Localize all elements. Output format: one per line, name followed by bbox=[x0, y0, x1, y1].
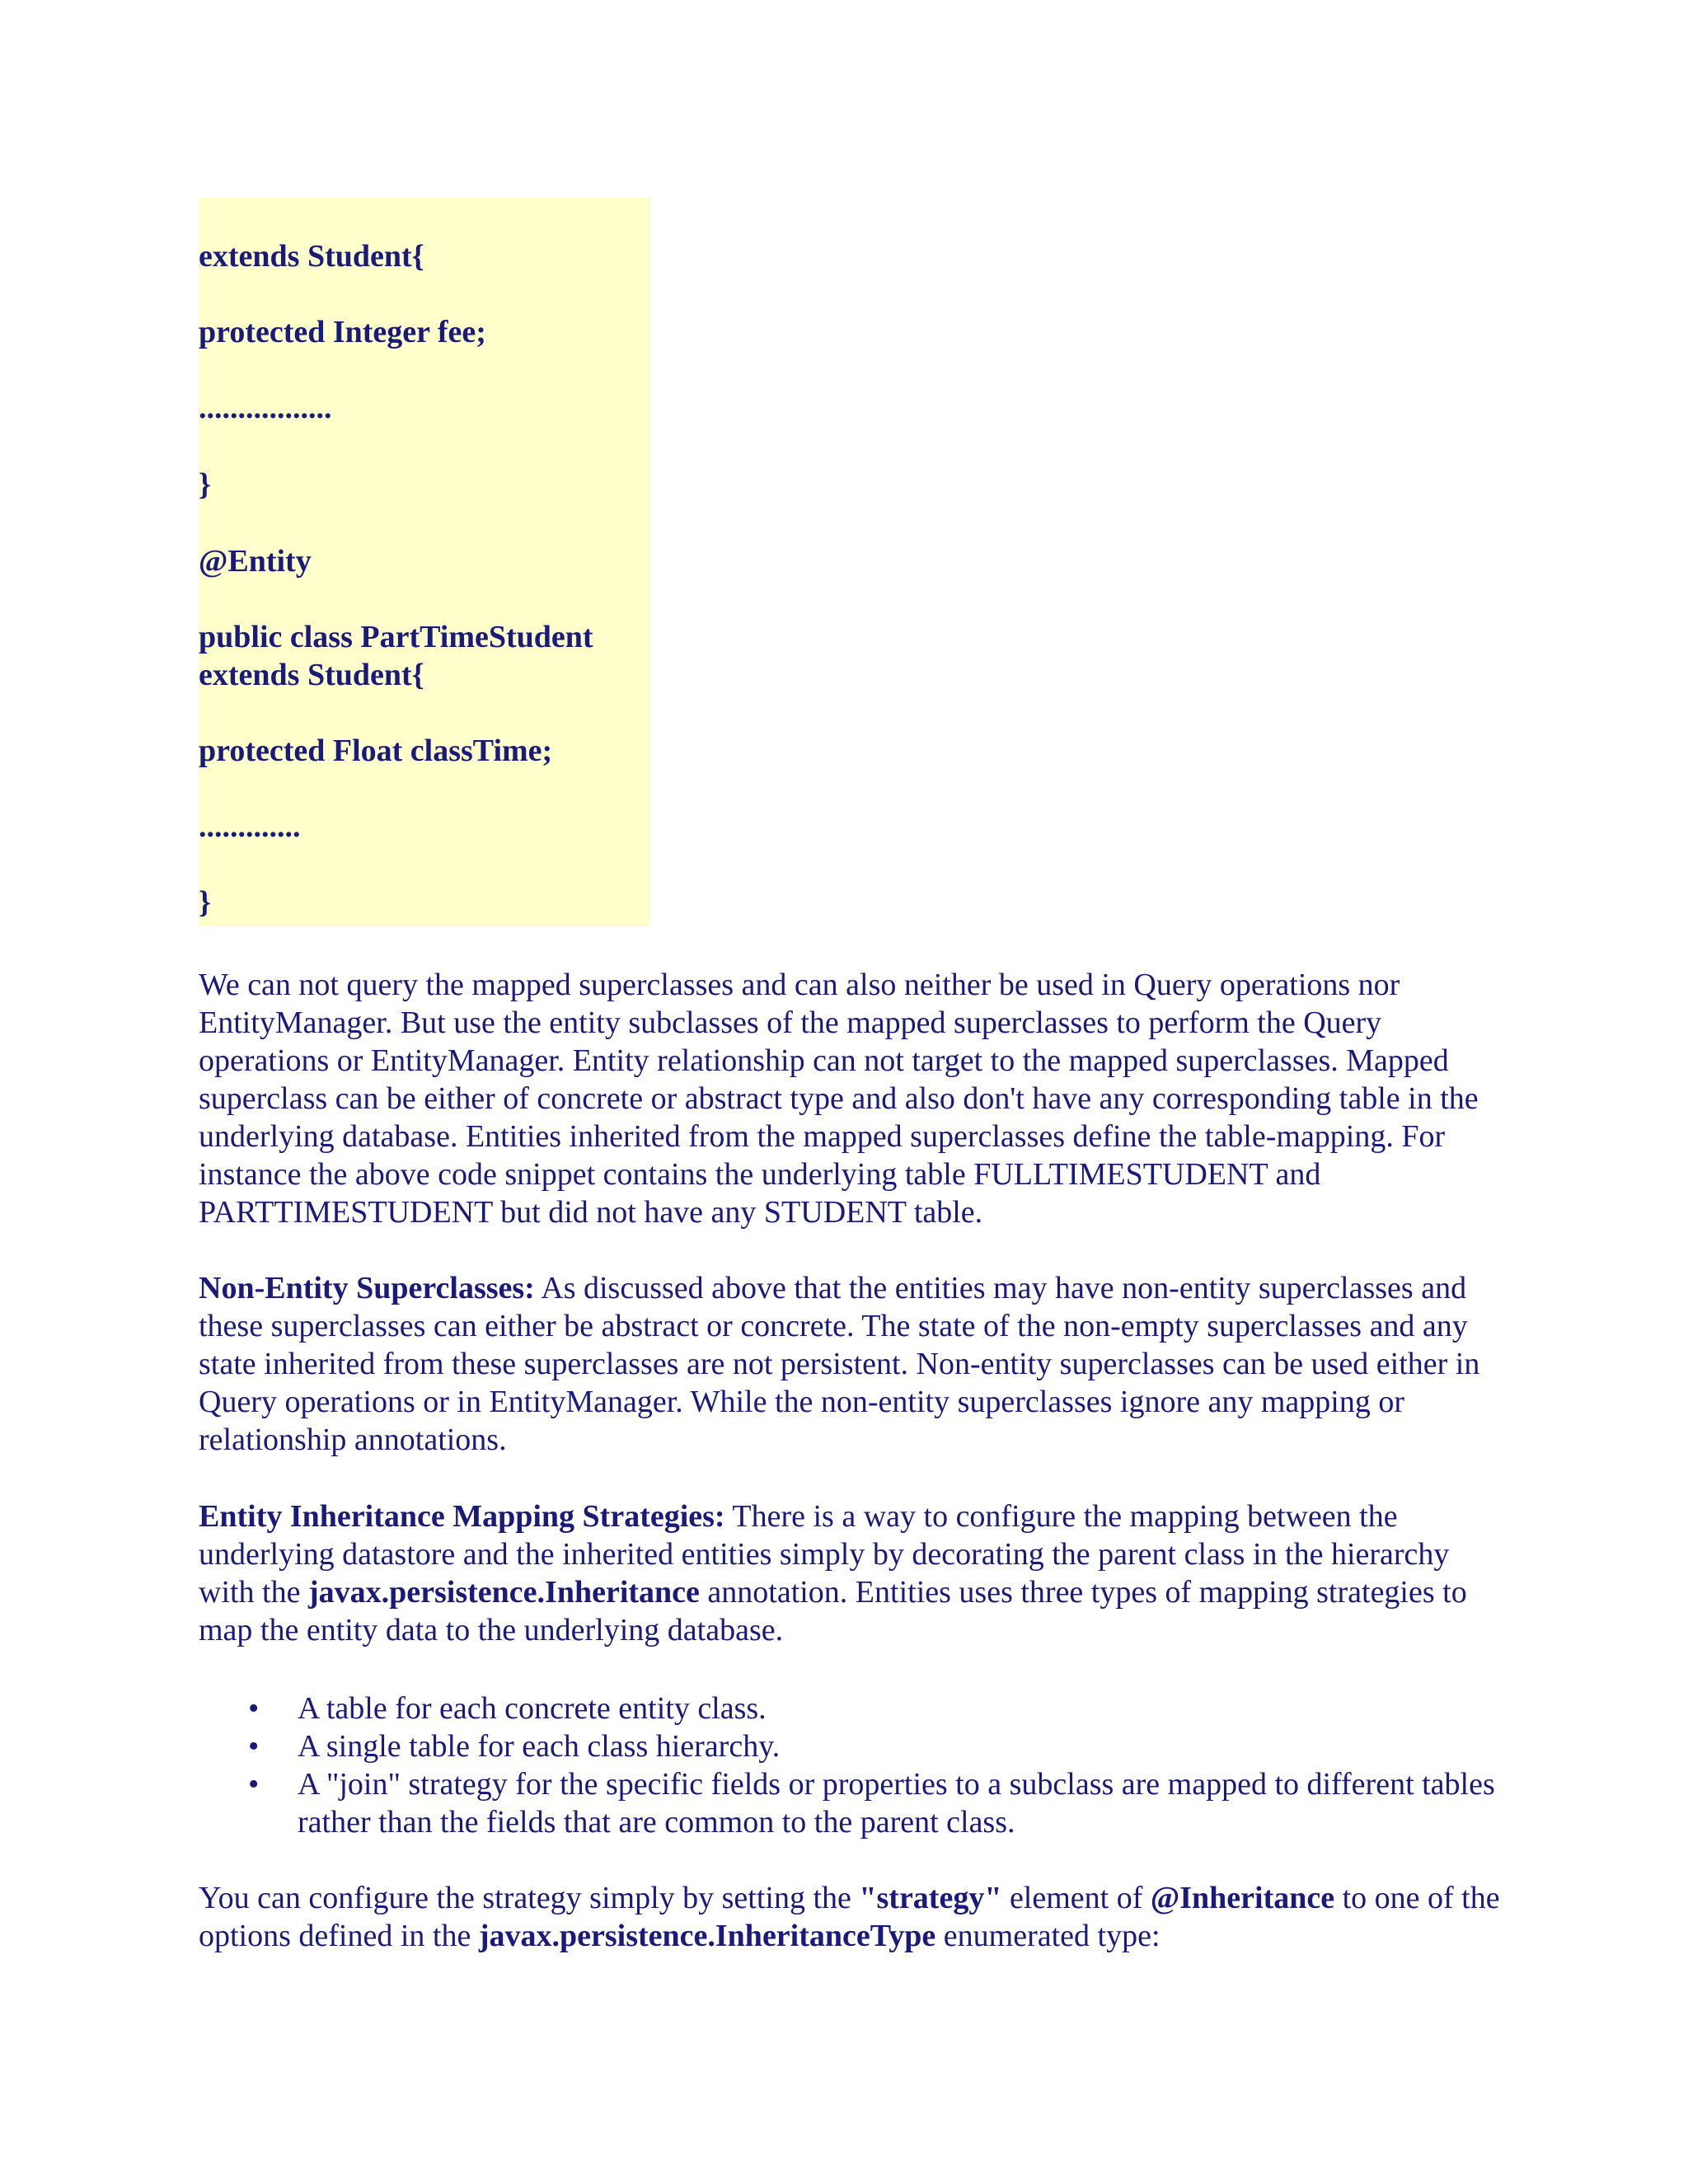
paragraph-non-entity-superclasses bbox=[199, 1269, 1501, 1459]
inline-code: "strategy" bbox=[859, 1881, 1002, 1915]
section-heading: Non-Entity Superclasses: bbox=[199, 1271, 535, 1305]
list-item-text: A table for each concrete entity class. bbox=[298, 1691, 767, 1726]
paragraph-text: to one of the options defined in the bbox=[199, 1881, 1500, 1953]
paragraph-text: As discussed above that the entities may have non-entity superclasses and these superclasses can either be abstract or concrete. The state of the non-empty superclasses and any state inherited from these superclasses are not persistent. Non-entity superclasses can be used either in Query operations or in EntityManager. While the non-entity superclasses ignore any mapping or relationship annotations. bbox=[199, 1271, 1480, 1457]
paragraph-text: enumerated type: bbox=[935, 1919, 1160, 1953]
section-heading: Entity Inheritance Mapping Strategies: bbox=[199, 1499, 725, 1534]
list-item bbox=[199, 1690, 1501, 1727]
paragraph-text: annotation. Entities uses three types of mapping strategies to map the entity data to the underlying database. bbox=[199, 1575, 1467, 1647]
paragraph-text: element of bbox=[1001, 1881, 1151, 1915]
inline-code: javax.persistence.Inheritance bbox=[307, 1575, 700, 1610]
code-line: } bbox=[199, 885, 211, 920]
paragraph-mapped-superclasses bbox=[199, 966, 1501, 1231]
bullet-icon: • bbox=[248, 1691, 260, 1726]
paragraph-text: You can configure the strategy simply by setting the bbox=[199, 1881, 860, 1915]
paragraph-text: We can not query the mapped superclasses and can also neither be used in Query operations nor EntityManager. But use the entity subclasses of the mapped superclasses to perform the Query operations or EntityManager. Entity relationship can not target to the mapped superclasses. Mapped superclass can be either of concrete or abstract type and also don't have any corresponding table in the underlying database. Entities inherited from the mapped superclasses define the table-mapping. For instance the above code snippet contains the underlying table FULLTIMESTUDENT and PARTTIMESTUDENT but did not have any STUDENT table. bbox=[199, 968, 1479, 1230]
code-line: ................. bbox=[199, 391, 332, 425]
list-item bbox=[199, 1765, 1501, 1841]
code-line: ............. bbox=[199, 809, 301, 844]
list-item-text: A "join" strategy for the specific fields or properties to a subclass are mapped to different tables rather than the fields that are common to the parent class. bbox=[298, 1767, 1495, 1840]
bullet-icon: • bbox=[248, 1729, 260, 1764]
code-line: protected Float classTime; bbox=[199, 733, 553, 768]
list-item bbox=[199, 1727, 1501, 1765]
code-line: extends Student{ bbox=[199, 658, 424, 692]
strategy-list bbox=[199, 1690, 1501, 1841]
code-snippet bbox=[199, 198, 650, 926]
bullet-icon: • bbox=[248, 1767, 260, 1802]
list-item-text: A single table for each class hierarchy. bbox=[298, 1729, 781, 1764]
inline-code: javax.persistence.InheritanceType bbox=[478, 1919, 936, 1953]
paragraph-strategy-config bbox=[199, 1879, 1501, 1955]
paragraph-text: There is a way to configure the mapping between the underlying datastore and the inherited entities simply by decorating the parent class in the hierarchy with the bbox=[199, 1499, 1450, 1610]
code-line: extends Student{ bbox=[199, 239, 424, 274]
code-line: @Entity bbox=[199, 544, 312, 579]
code-line: } bbox=[199, 467, 211, 502]
code-line: public class PartTimeStudent bbox=[199, 620, 593, 654]
code-line: protected Integer fee; bbox=[199, 315, 486, 349]
paragraph-inheritance-strategies bbox=[199, 1497, 1501, 1649]
inline-code: @Inheritance bbox=[1150, 1881, 1335, 1915]
